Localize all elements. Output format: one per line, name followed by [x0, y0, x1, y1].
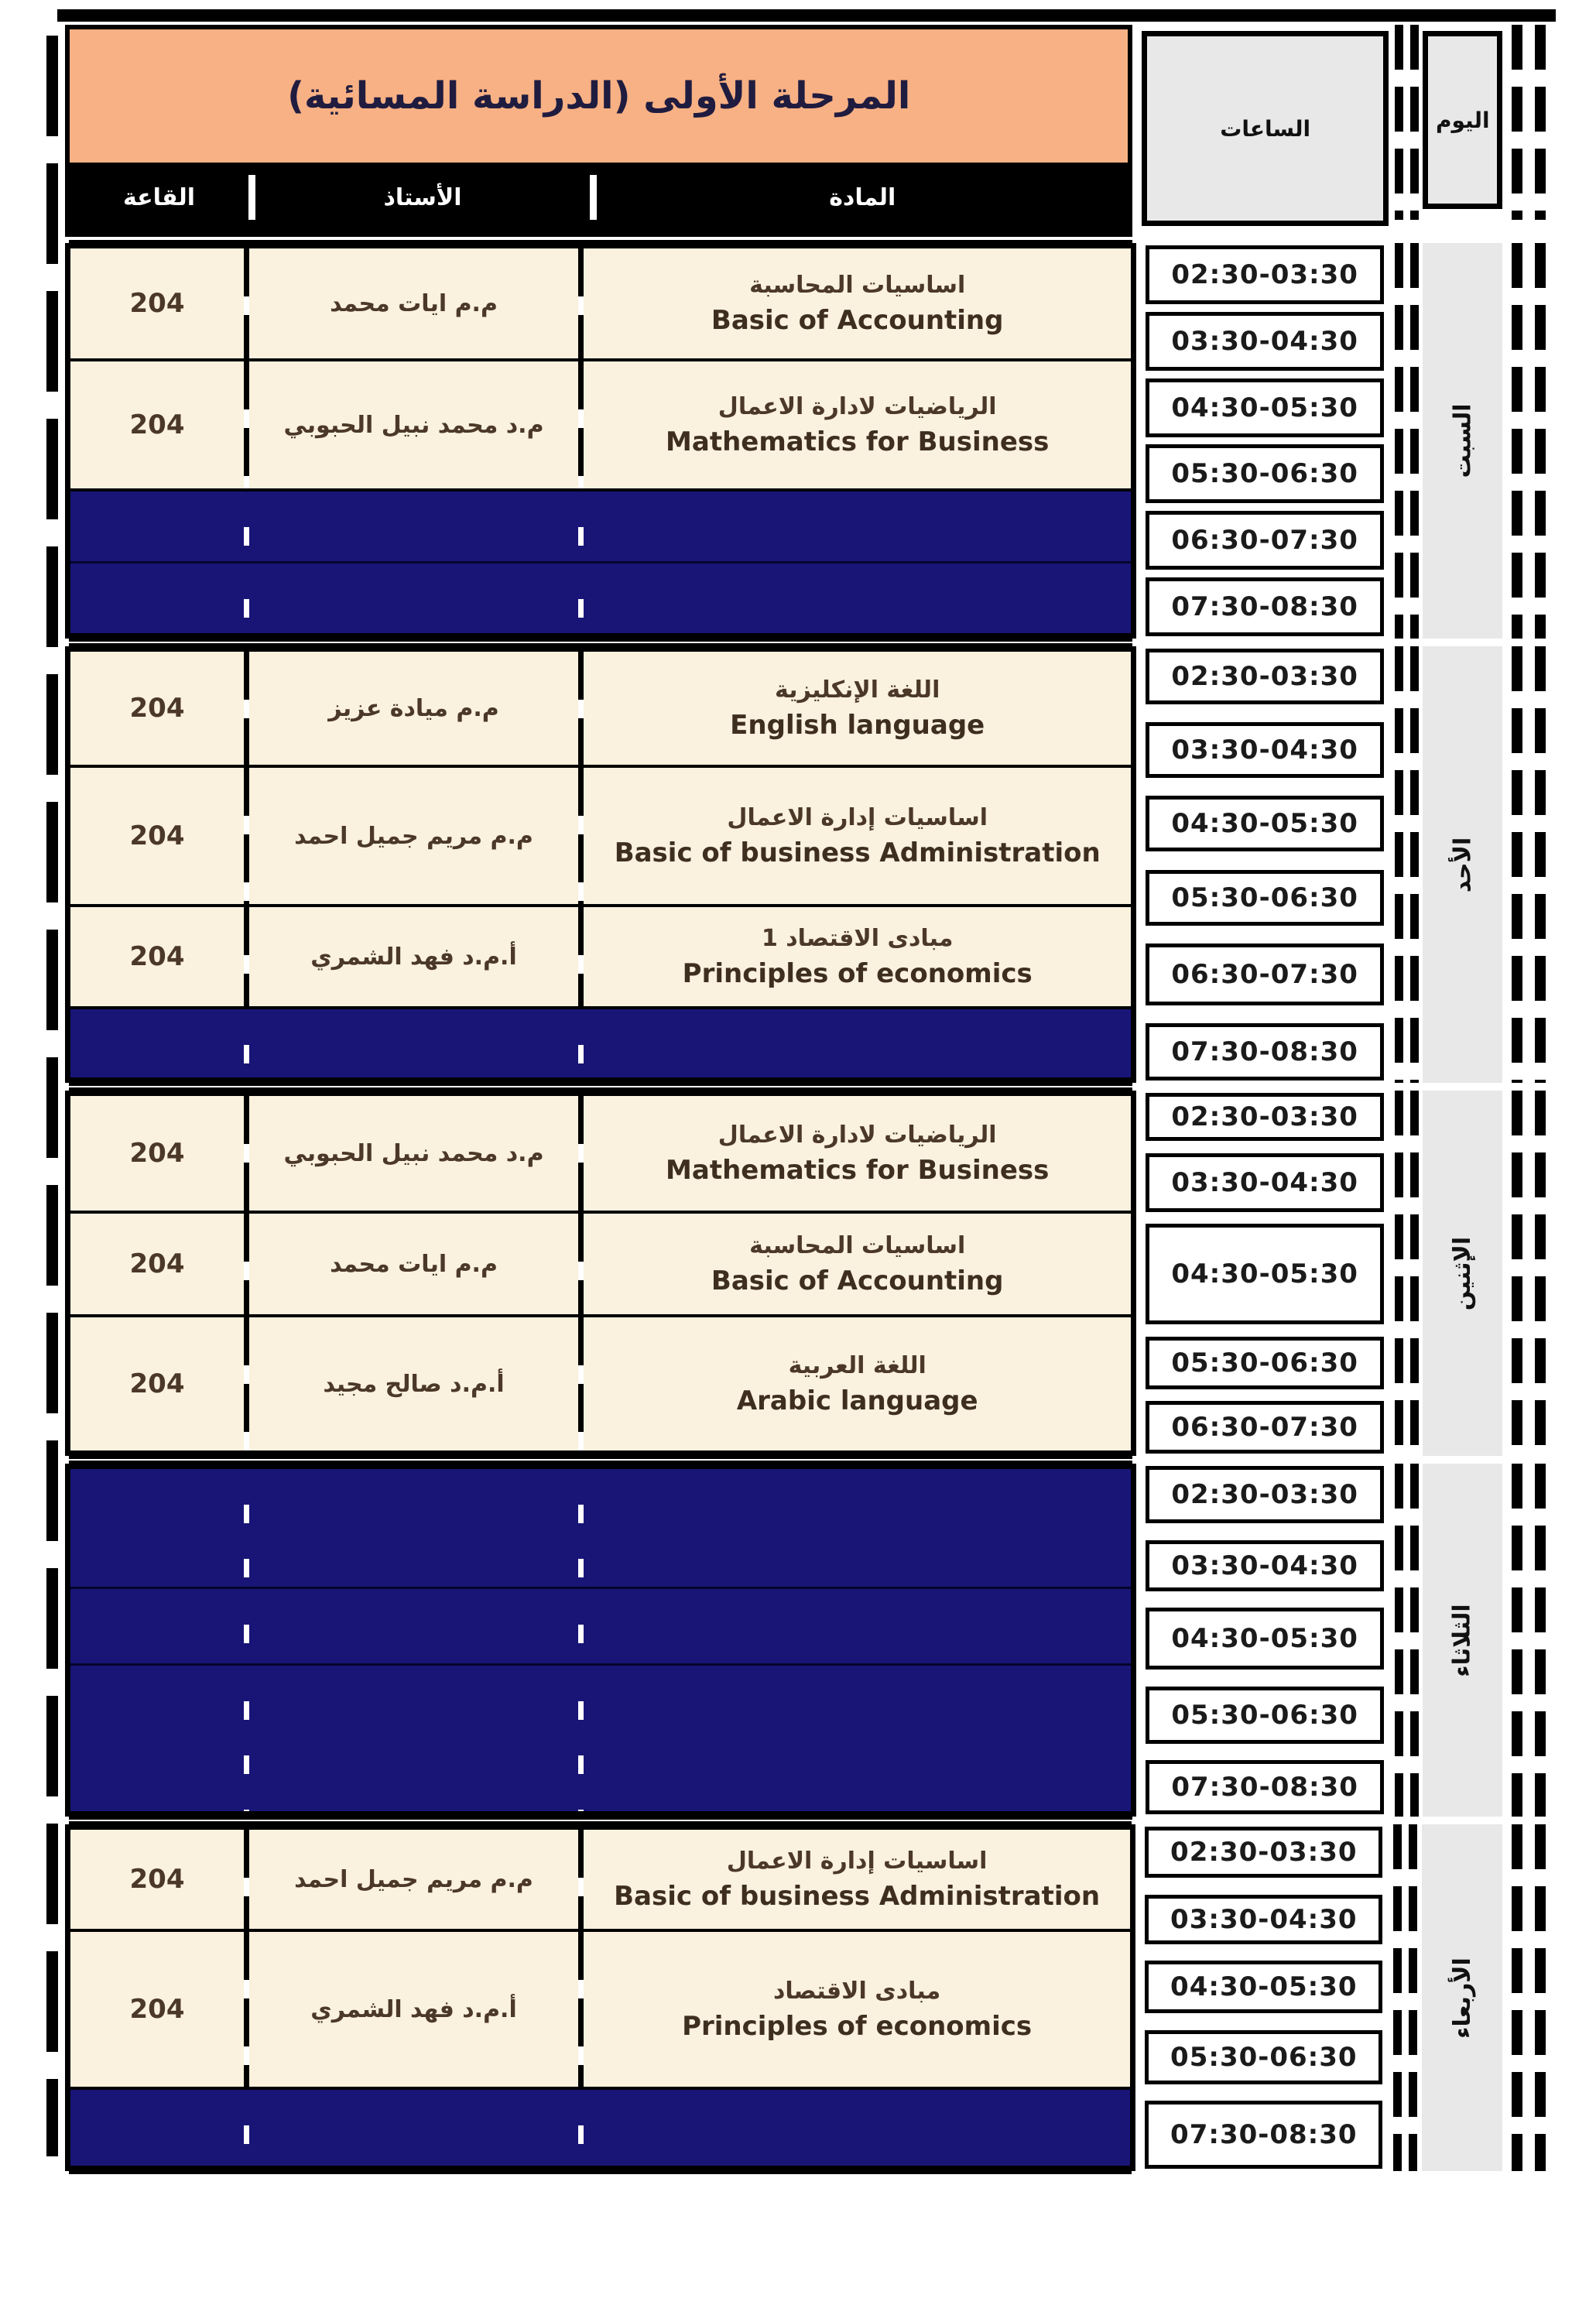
teacher-cell: أ.م.د صالح مجيد — [323, 1370, 505, 1398]
empty-cell — [584, 1589, 1131, 1663]
time-slot: 03:30-04:30 — [1146, 722, 1383, 778]
room-cell: 204 — [129, 1994, 185, 2025]
column-divider — [578, 361, 584, 488]
column-divider — [244, 248, 249, 358]
time-slot: 06:30-07:30 — [1146, 944, 1383, 1005]
column-divider — [578, 563, 584, 633]
column-header-room: القاعة — [122, 183, 196, 211]
column-divider — [244, 491, 249, 561]
header-divider — [590, 175, 597, 220]
empty-cell — [70, 1469, 244, 1587]
dashed-rail — [1389, 1464, 1423, 1817]
time-slot: 05:30-06:30 — [1146, 1687, 1383, 1744]
table-header — [65, 25, 1556, 237]
day-label-cell — [1422, 1824, 1503, 2171]
column-divider — [578, 248, 584, 358]
column-divider — [244, 1317, 249, 1450]
empty-cell — [584, 563, 1131, 633]
column-divider — [244, 652, 249, 765]
time-slot: 03:30-04:30 — [1146, 1540, 1383, 1591]
teacher-cell: م.م مريم جميل احمد — [294, 1865, 533, 1893]
column-divider — [244, 1096, 249, 1211]
subject-cell — [584, 907, 1131, 1006]
class-row — [70, 1214, 1131, 1314]
dashed-rail-outer — [1502, 646, 1556, 1083]
subject-cell — [584, 248, 1131, 358]
column-header-row — [70, 163, 1128, 232]
empty-cell — [249, 1589, 578, 1663]
column-divider — [578, 1096, 584, 1211]
subject-english: Basic of Accounting — [711, 1265, 1004, 1296]
teacher-cell: م.م ايات محمد — [330, 1250, 498, 1278]
room-cell: 204 — [129, 1368, 185, 1399]
column-divider — [578, 907, 584, 1006]
column-divider — [578, 1830, 584, 1929]
time-slot: 04:30-05:30 — [1146, 796, 1383, 851]
day-content — [65, 1464, 1136, 1817]
column-divider — [244, 907, 249, 1006]
dashed-rail-outer — [1502, 243, 1556, 639]
subject-cell — [584, 1317, 1131, 1450]
day-label: الثلاثاء — [1449, 1603, 1477, 1677]
day-label: السبت — [1449, 403, 1477, 478]
time-slot: 03:30-04:30 — [1146, 312, 1383, 371]
empty-row — [70, 563, 1131, 633]
subject-arabic: اساسيات إدارة الاعمال — [727, 803, 988, 831]
teacher-cell: م.د محمد نبيل الحبوبي — [283, 1139, 544, 1167]
subject-arabic: مبادى الاقتصاد — [773, 1977, 941, 2005]
class-row — [70, 1830, 1130, 1929]
empty-row — [70, 1666, 1131, 1811]
time-slot: 06:30-07:30 — [1146, 511, 1383, 570]
day-label: الإثنين — [1449, 1236, 1477, 1310]
empty-cell — [70, 491, 244, 561]
time-slot: 05:30-06:30 — [1146, 444, 1383, 503]
time-column — [1146, 243, 1383, 639]
table-top-border — [57, 9, 1556, 22]
room-cell: 204 — [129, 693, 185, 724]
time-column — [1145, 1824, 1382, 2171]
time-slot: 02:30-03:30 — [1146, 245, 1383, 304]
header-divider — [248, 175, 255, 220]
day-content — [65, 243, 1136, 639]
subject-arabic: اساسيات إدارة الاعمال — [726, 1847, 988, 1875]
class-row — [70, 768, 1131, 904]
column-divider — [244, 361, 249, 488]
column-divider — [578, 1214, 584, 1314]
room-cell: 204 — [129, 1248, 185, 1279]
column-divider — [244, 1009, 249, 1077]
empty-cell — [70, 563, 244, 633]
empty-cell — [249, 563, 578, 633]
column-divider — [578, 1009, 584, 1077]
column-divider — [578, 491, 584, 561]
time-slot: 05:30-06:30 — [1146, 1337, 1383, 1389]
subject-english: Mathematics for Business — [666, 1154, 1050, 1186]
column-header-hours: الساعات — [1142, 31, 1389, 226]
day-block-monday — [65, 1091, 1556, 1456]
room-cell: 204 — [129, 820, 185, 851]
column-divider — [244, 1932, 249, 2087]
room-cell: 204 — [129, 409, 185, 440]
time-slot: 05:30-06:30 — [1145, 2030, 1382, 2084]
time-slot: 02:30-03:30 — [1146, 1093, 1383, 1141]
column-divider — [578, 1469, 584, 1587]
empty-cell — [249, 1666, 578, 1811]
class-row — [70, 907, 1131, 1006]
day-content — [65, 646, 1136, 1083]
empty-cell — [584, 1469, 1131, 1587]
time-slot: 04:30-05:30 — [1146, 1224, 1383, 1324]
empty-cell — [70, 1589, 244, 1663]
class-row — [70, 1932, 1130, 2087]
time-slot: 04:30-05:30 — [1146, 378, 1383, 437]
day-block-tuesday — [65, 1464, 1556, 1817]
time-slot: 07:30-08:30 — [1146, 1760, 1383, 1814]
time-column — [1146, 1464, 1383, 1817]
empty-cell — [70, 1666, 244, 1811]
empty-cell — [584, 1666, 1131, 1811]
day-label: الأربعاء — [1448, 1957, 1476, 2039]
empty-cell — [249, 1469, 578, 1587]
teacher-cell: أ.م.د فهد الشمري — [310, 943, 517, 971]
time-slot: 04:30-05:30 — [1146, 1608, 1383, 1670]
time-slot: 02:30-03:30 — [1146, 649, 1383, 704]
time-slot: 02:30-03:30 — [1146, 1466, 1383, 1523]
day-label-cell — [1423, 1464, 1502, 1817]
column-divider — [244, 1469, 249, 1587]
day-block-wednesday — [65, 1824, 1556, 2171]
subject-arabic: اللغة الإنكليزية — [775, 676, 940, 704]
column-divider — [244, 1589, 249, 1663]
class-row — [70, 652, 1131, 765]
dashed-rail — [1389, 243, 1423, 639]
time-slot: 06:30-07:30 — [1146, 1401, 1383, 1454]
column-divider — [244, 2090, 249, 2166]
teacher-cell: م.د محمد نبيل الحبوبي — [283, 411, 544, 439]
time-column — [1146, 646, 1383, 1083]
day-label-cell — [1423, 1091, 1502, 1456]
subject-english: Basic of Accounting — [711, 304, 1004, 336]
column-divider — [578, 1317, 584, 1450]
timetable — [46, 9, 1556, 2171]
subject-arabic: الرياضيات لادارة الاعمال — [718, 1121, 997, 1149]
empty-cell — [70, 1009, 244, 1077]
day-label-cell — [1423, 646, 1502, 1083]
column-divider — [244, 1666, 249, 1811]
time-slot: 07:30-08:30 — [1146, 1023, 1383, 1081]
subject-arabic: مبادى الاقتصاد 1 — [761, 924, 954, 952]
time-slot: 05:30-06:30 — [1146, 870, 1383, 926]
empty-row — [70, 1469, 1131, 1587]
dashed-rail-outer — [1502, 1091, 1556, 1456]
subject-english: English language — [730, 709, 985, 741]
subject-cell — [584, 1830, 1130, 1929]
empty-row — [70, 2090, 1130, 2166]
day-label-cell — [1423, 243, 1502, 639]
class-row — [70, 1096, 1131, 1211]
time-slot: 07:30-08:30 — [1146, 577, 1383, 636]
subject-arabic: اساسيات المحاسبة — [749, 1231, 966, 1259]
time-column — [1146, 1091, 1383, 1456]
subject-cell — [584, 1096, 1131, 1211]
subject-english: Arabic language — [736, 1385, 978, 1416]
room-cell: 204 — [129, 941, 185, 972]
subject-cell — [584, 1932, 1130, 2087]
dashed-rail-outer — [1502, 1464, 1556, 1817]
column-divider — [244, 563, 249, 633]
column-divider — [244, 768, 249, 904]
day-content — [65, 1824, 1135, 2171]
column-header-teacher: الأستاذ — [383, 183, 462, 211]
subject-english: Basic of business Administration — [614, 837, 1101, 868]
teacher-cell: م.م مريم جميل احمد — [294, 822, 533, 850]
subject-english: Basic of business Administration — [614, 1880, 1101, 1912]
column-divider — [244, 1214, 249, 1314]
empty-cell — [249, 491, 578, 561]
column-divider — [578, 1589, 584, 1663]
dashed-rail — [1389, 1091, 1423, 1456]
subject-english: Principles of economics — [682, 957, 1033, 989]
subject-cell — [584, 768, 1131, 904]
empty-row — [70, 491, 1131, 561]
empty-row — [70, 1009, 1131, 1077]
dashed-rail — [1389, 646, 1423, 1083]
empty-row — [70, 1589, 1131, 1663]
column-header-subject: المادة — [829, 183, 896, 211]
page-title: المرحلة الأولى (الدراسة المسائية) — [70, 29, 1128, 163]
empty-cell — [249, 2090, 578, 2166]
teacher-cell: م.م ايات محمد — [330, 289, 498, 317]
column-divider — [578, 652, 584, 765]
room-cell: 204 — [129, 1138, 185, 1169]
subject-cell — [584, 652, 1131, 765]
day-label: الأحد — [1449, 837, 1477, 892]
column-divider — [578, 768, 584, 904]
empty-cell — [70, 2090, 244, 2166]
time-slot: 03:30-04:30 — [1145, 1895, 1382, 1944]
column-divider — [244, 1830, 249, 1929]
subject-arabic: اساسيات المحاسبة — [749, 271, 966, 299]
subject-arabic: اللغة العربية — [788, 1351, 926, 1379]
header-content — [65, 25, 1132, 237]
empty-cell — [584, 491, 1131, 561]
table-left-border — [46, 36, 58, 2156]
column-header-day: اليوم — [1423, 31, 1502, 209]
day-content — [65, 1091, 1136, 1456]
subject-arabic: الرياضيات لادارة الاعمال — [718, 392, 997, 420]
column-divider — [578, 1932, 584, 2087]
time-slot: 04:30-05:30 — [1145, 1961, 1382, 2013]
column-divider — [578, 2090, 584, 2166]
dashed-rail-outer — [1502, 1824, 1556, 2171]
class-row — [70, 1317, 1131, 1450]
teacher-cell: أ.م.د فهد الشمري — [310, 1995, 517, 2023]
subject-cell — [584, 1214, 1131, 1314]
teacher-cell: م.م ميادة عزيز — [328, 694, 499, 722]
class-row — [70, 361, 1131, 488]
time-slot: 07:30-08:30 — [1145, 2101, 1382, 2169]
time-slot: 02:30-03:30 — [1145, 1827, 1382, 1878]
room-cell: 204 — [129, 288, 185, 319]
dashed-rail — [1389, 25, 1423, 220]
dashed-rail-outer — [1502, 25, 1556, 220]
room-cell: 204 — [129, 1864, 185, 1895]
time-slot: 03:30-04:30 — [1146, 1153, 1383, 1212]
subject-cell — [584, 361, 1131, 488]
subject-english: Principles of economics — [682, 2010, 1033, 2042]
day-block-sunday — [65, 646, 1556, 1083]
column-divider — [578, 1666, 584, 1811]
class-row — [70, 248, 1131, 358]
empty-cell — [249, 1009, 578, 1077]
empty-cell — [584, 1009, 1131, 1077]
day-block-saturday — [65, 243, 1556, 639]
dashed-rail — [1387, 1824, 1421, 2171]
subject-english: Mathematics for Business — [666, 426, 1050, 457]
empty-cell — [584, 2090, 1130, 2166]
